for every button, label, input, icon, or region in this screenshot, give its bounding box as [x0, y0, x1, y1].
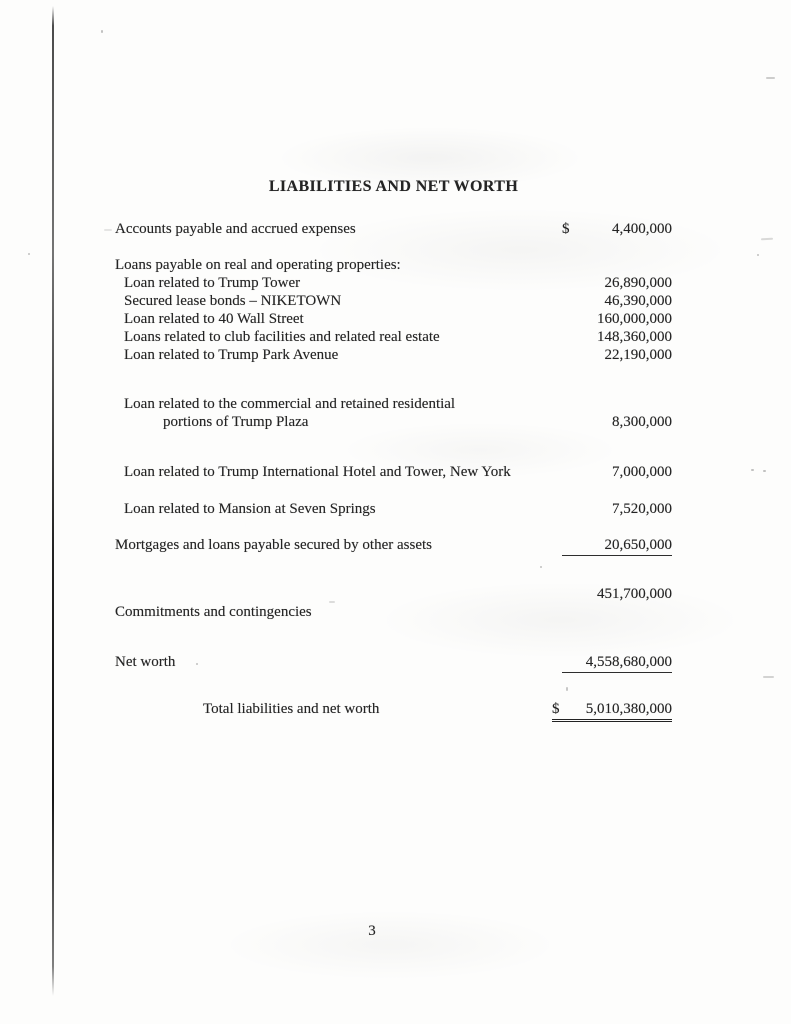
row-amount: 20,650,000 — [604, 537, 672, 553]
scan-speck — [28, 253, 30, 255]
section-label: Loans payable on real and operating properties: — [115, 257, 401, 273]
statement-row-trump-tower — [115, 274, 672, 292]
scan-speck — [766, 77, 775, 79]
row-label: Loan related to Mansion at Seven Springs — [124, 501, 376, 517]
statement-row-40-wall-street — [115, 310, 672, 328]
scan-speck — [763, 470, 766, 472]
row-amount-cell — [562, 413, 672, 431]
row-label: Loans related to club facilities and related real estate — [124, 329, 440, 345]
row-amount: 7,520,000 — [612, 501, 672, 517]
statement-row-mortgages-other-assets — [115, 536, 672, 556]
row-amount: 160,000,000 — [597, 311, 672, 327]
currency-symbol: $ — [552, 701, 560, 717]
page-title: LIABILITIES AND NET WORTH — [268, 178, 519, 195]
row-label: Accounts payable and accrued expenses — [115, 221, 356, 237]
row-amount-cell — [552, 700, 672, 722]
row-label: Loan related to Trump Tower — [124, 275, 301, 291]
statement-row-trump-international — [115, 463, 672, 481]
row-label-line1: Loan related to the commercial and retained residential — [124, 396, 456, 412]
row-amount-cell — [562, 585, 672, 603]
row-amount: 8,300,000 — [612, 414, 672, 430]
row-label: Loan related to Trump International Hotel and Tower, New York — [124, 464, 511, 480]
statement-row-commitments — [115, 603, 672, 621]
row-amount: 22,190,000 — [604, 347, 672, 363]
scan-binding-line — [52, 6, 54, 996]
statement-row-trump-plaza — [115, 395, 672, 431]
liabilities-statement — [115, 178, 672, 722]
page-number: 3 — [368, 923, 376, 939]
row-label: Secured lease bonds – NIKETOWN — [124, 293, 342, 309]
statement-row-accounts-payable — [115, 220, 672, 238]
statement-row-seven-springs — [115, 500, 672, 518]
row-amount: 4,558,680,000 — [585, 654, 672, 670]
row-amount-cell — [562, 292, 672, 310]
row-label-line2: portions of Trump Plaza — [163, 414, 309, 430]
row-amount-cell — [562, 346, 672, 364]
scan-speck — [104, 229, 112, 231]
statement-row-niketown — [115, 292, 672, 310]
row-amount: 7,000,000 — [612, 464, 672, 480]
row-amount: 451,700,000 — [597, 586, 672, 602]
statement-row-club-facilities — [115, 328, 672, 346]
currency-symbol: $ — [562, 221, 570, 237]
row-amount: 26,890,000 — [604, 275, 672, 291]
statement-section-loans-payable — [115, 256, 672, 274]
row-amount-cell — [562, 274, 672, 292]
row-label — [115, 395, 455, 431]
row-amount-cell — [562, 653, 672, 673]
row-amount: 4,400,000 — [612, 221, 672, 237]
scan-speck — [757, 254, 759, 256]
row-label: Loan related to Trump Park Avenue — [124, 347, 339, 363]
statement-row-total-net-worth — [115, 700, 672, 722]
row-label: Commitments and contingencies — [115, 604, 312, 620]
row-amount: 5,010,380,000 — [585, 701, 672, 717]
row-amount: 46,390,000 — [604, 293, 672, 309]
row-amount-cell — [562, 500, 672, 518]
row-amount-cell — [562, 328, 672, 346]
statement-row-total-liabilities-subtotal — [115, 585, 672, 603]
scan-speck — [761, 238, 773, 241]
row-amount-cell — [562, 220, 672, 238]
scan-speck — [751, 469, 754, 471]
row-amount-cell — [562, 310, 672, 328]
row-amount: 148,360,000 — [597, 329, 672, 345]
row-label: Total liabilities and net worth — [203, 701, 380, 717]
statement-row-net-worth — [115, 653, 672, 673]
row-label: Loan related to 40 Wall Street — [124, 311, 304, 327]
scan-speck — [101, 30, 103, 33]
statement-row-trump-park-avenue — [115, 346, 672, 364]
row-amount-cell — [562, 536, 672, 556]
scan-speck — [763, 676, 774, 678]
row-label: Net worth — [115, 654, 176, 670]
row-amount-cell — [562, 463, 672, 481]
row-label: Mortgages and loans payable secured by other assets — [115, 537, 432, 553]
